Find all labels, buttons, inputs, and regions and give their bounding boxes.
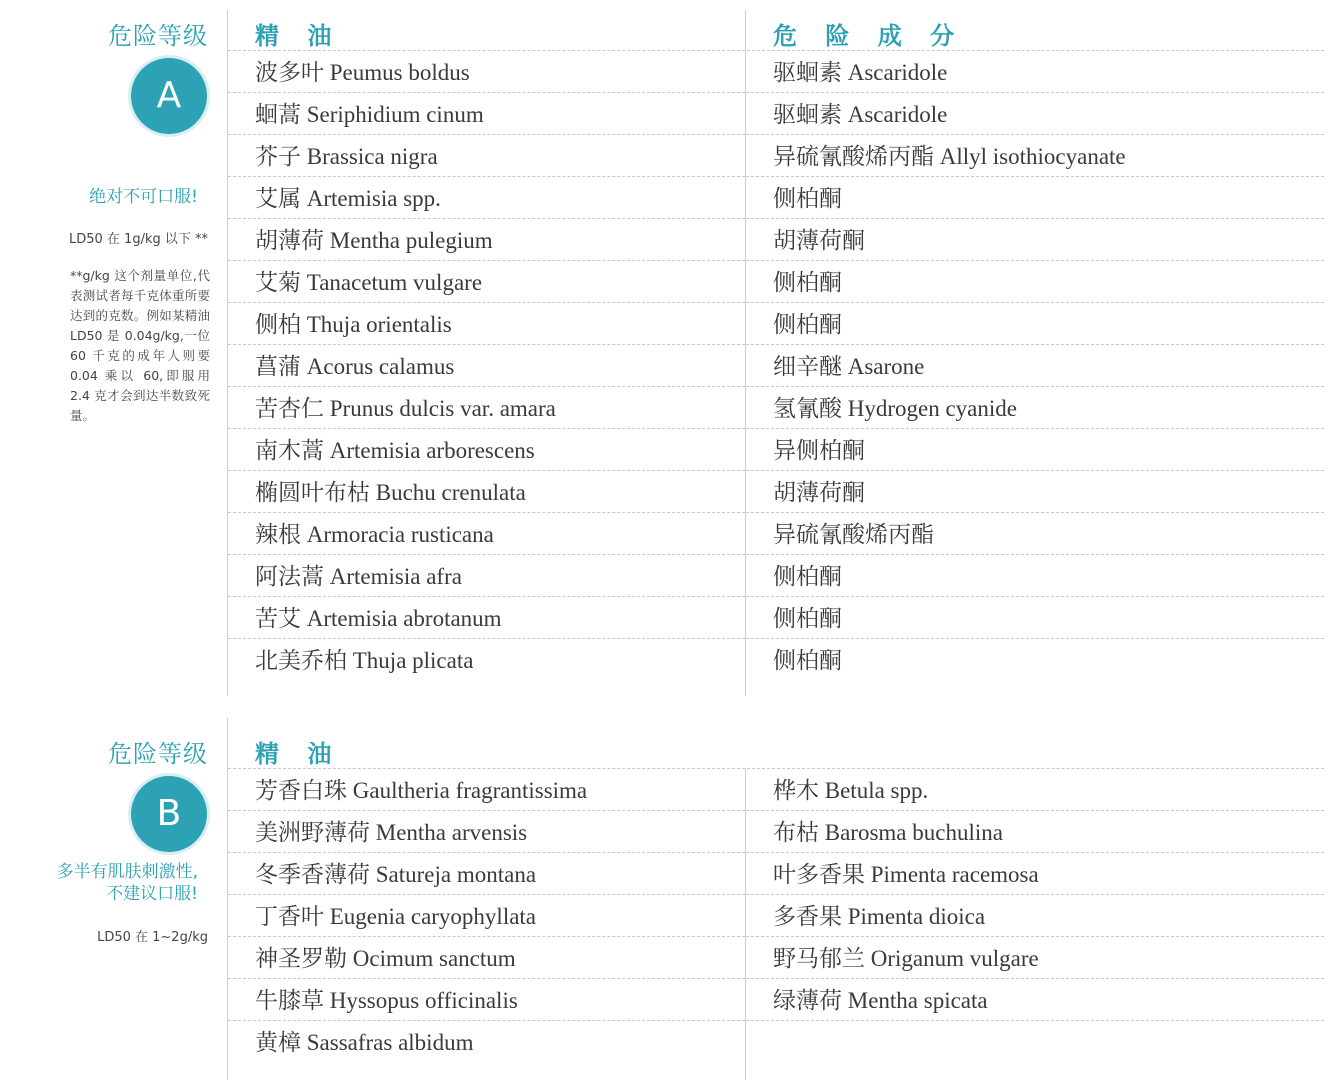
ld50-text: LD50 在 1~2g/kg [97, 930, 208, 945]
list-item: 异侧柏酮 [746, 429, 1324, 471]
list-item: 南木蒿 Artemisia arborescens [228, 429, 745, 471]
list-item: 侧柏酮 [746, 261, 1324, 303]
list-item: 叶多香果 Pimenta racemosa [746, 853, 1324, 895]
component-column-header: 危 险 成 分 [773, 22, 965, 50]
list-item: 胡薄荷酮 [746, 471, 1324, 513]
list-item: 氢氰酸 Hydrogen cyanide [746, 387, 1324, 429]
list-item: 侧柏酮 [746, 555, 1324, 597]
oil-column-header: 精 油 [255, 22, 342, 50]
list-item: 黄樟 Sassafras albidum [255, 1030, 474, 1055]
list-item: 芳香白珠 Gaultheria fragrantissima [228, 769, 745, 811]
list-item: 侧柏酮 [773, 648, 842, 673]
list-item: 驱蛔素 Ascaridole [746, 93, 1324, 135]
list-item: 驱蛔素 Ascaridole [746, 51, 1324, 93]
list-item: 侧柏酮 [746, 177, 1324, 219]
component-list [746, 51, 1324, 680]
hazard-level-badge-a: A [131, 58, 207, 134]
list-item: 侧柏 Thuja orientalis [228, 303, 745, 345]
list-item: 丁香叶 Eugenia caryophyllata [228, 895, 745, 937]
list-item: 异硫氰酸烯丙酯 Allyl isothiocyanate [746, 135, 1324, 177]
oil-list-left [228, 769, 745, 1062]
list-item: 苦艾 Artemisia abrotanum [228, 597, 745, 639]
section-b-sidebar [0, 718, 214, 1080]
oil-column-header: 精 油 [255, 740, 342, 768]
list-item: 蛔蒿 Seriphidium cinum [228, 93, 745, 135]
list-item: 桦木 Betula spp. [746, 769, 1324, 811]
list-item: 波多叶 Peumus boldus [228, 51, 745, 93]
warning-text: 绝对不可口服! [89, 187, 198, 207]
list-item: 侧柏酮 [746, 303, 1324, 345]
ld50-text: LD50 在 1g/kg 以下 ** [68, 232, 208, 247]
oil-list [228, 51, 745, 680]
hazard-level-label: 危险等级 [108, 22, 208, 50]
list-item: 细辛醚 Asarone [746, 345, 1324, 387]
list-item: 菖蒲 Acorus calamus [228, 345, 745, 387]
list-item: 艾菊 Tanacetum vulgare [228, 261, 745, 303]
list-item: 绿薄荷 Mentha spicata [746, 979, 1324, 1021]
warning-line-2: 不建议口服! [106, 884, 198, 904]
section-a-sidebar [0, 0, 214, 700]
list-item: 多香果 Pimenta dioica [746, 895, 1324, 937]
list-item: 北美乔柏 Thuja plicata [255, 648, 474, 673]
list-item: 野马郁兰 Origanum vulgare [746, 937, 1324, 979]
list-item: 芥子 Brassica nigra [228, 135, 745, 177]
list-item: 胡薄荷 Mentha pulegium [228, 219, 745, 261]
list-item: 椭圆叶布枯 Buchu crenulata [228, 471, 745, 513]
list-item: 牛膝草 Hyssopus officinalis [228, 979, 745, 1021]
warning-line-1: 多半有肌肤刺激性, [56, 862, 198, 882]
hazard-level-badge-b: B [131, 776, 207, 852]
list-item: 苦杏仁 Prunus dulcis var. amara [228, 387, 745, 429]
list-item: 辣根 Armoracia rusticana [228, 513, 745, 555]
oil-list-right [746, 769, 1324, 1021]
list-item: 布枯 Barosma buchulina [746, 811, 1324, 853]
list-item: 艾属 Artemisia spp. [228, 177, 745, 219]
hazard-section-b [0, 718, 1344, 1080]
list-item: 神圣罗勒 Ocimum sanctum [228, 937, 745, 979]
warning-text [57, 861, 198, 905]
list-item: 胡薄荷酮 [746, 219, 1324, 261]
list-item: 冬季香薄荷 Satureja montana [228, 853, 745, 895]
ld50-footnote: **g/kg 这个剂量单位,代表测试者每千克体重所要达到的克数。例如某精油 LD50 是 0.04g/kg,一位 60 千克的成年人则要 0.04 乘以 60,即服用 2.4 克才会到达半数致死量。 [70, 268, 210, 423]
hazard-level-label: 危险等级 [108, 740, 208, 768]
list-item: 侧柏酮 [746, 597, 1324, 639]
list-item: 阿法蒿 Artemisia afra [228, 555, 745, 597]
list-item: 异硫氰酸烯丙酯 [746, 513, 1324, 555]
list-item: 美洲野薄荷 Mentha arvensis [228, 811, 745, 853]
